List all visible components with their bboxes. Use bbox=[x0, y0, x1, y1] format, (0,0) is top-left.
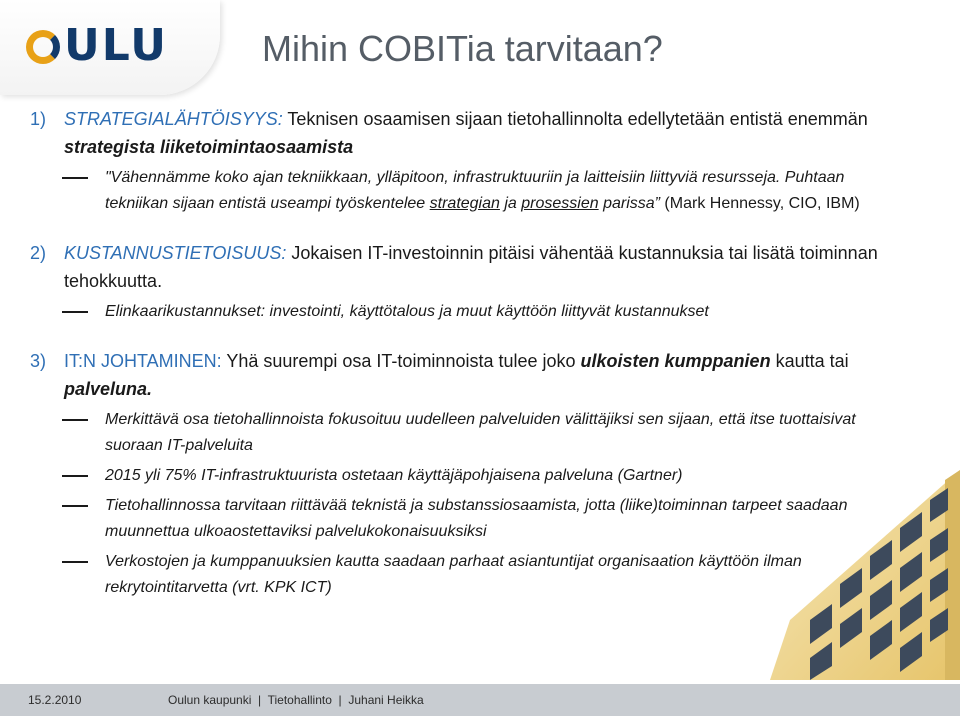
quote-underline-2: prosessien bbox=[521, 195, 599, 212]
section-text: Jokaisen IT-investoinnin pitäisi vähentää kustannuksia tai lisätä toiminnan tehokkuutta. bbox=[64, 243, 878, 291]
sub-bullet bbox=[30, 299, 880, 325]
section-keyword: IT:N JOHTAMINEN: bbox=[64, 351, 222, 371]
section-emphasis: strategista liiketoimintaosaamista bbox=[64, 137, 354, 157]
section-strategy bbox=[30, 105, 880, 217]
section-emphasis-1: ulkoisten kumppanien bbox=[580, 351, 771, 371]
section-text-2: kautta tai bbox=[770, 351, 849, 371]
section-heading bbox=[30, 105, 880, 161]
logo-text: ULU bbox=[64, 20, 168, 71]
quote-part-3: ja bbox=[499, 195, 522, 212]
section-emphasis-2: palveluna. bbox=[64, 379, 153, 399]
quote-underline-1: strategian bbox=[429, 195, 500, 212]
dash-bullet-icon bbox=[62, 311, 88, 313]
section-text: Teknisen osaamisen sijaan tietohallinnolta edellytetään entistä enemmän bbox=[282, 109, 868, 129]
sub-bullet-text: Merkittävä osa tietohallinnoista fokusoituu uudelleen palveluiden välittäjiksi sen sijaan, että itse tuottaisivat suoraan IT-palveluita bbox=[105, 411, 856, 454]
section-text: Yhä suurempi osa IT-toiminnoista tulee joko bbox=[221, 351, 581, 371]
quote-source: (Mark Hennessy, CIO, IBM) bbox=[659, 195, 860, 212]
section-cost bbox=[30, 239, 880, 325]
sub-bullet-text: Tietohallinnossa tarvitaan riittävää teknistä ja substanssiosaamista, jotta (liike)toiminnan tarpeet saadaan muunnettua ulkoaostettaviksi palvelukokonaisuuksiksi bbox=[105, 497, 848, 540]
section-keyword: STRATEGIALÄHTÖISYYS: bbox=[64, 109, 283, 129]
dash-bullet-icon bbox=[62, 505, 88, 507]
section-keyword: KUSTANNUSTIETOISUUS: bbox=[64, 243, 287, 263]
logo-panel bbox=[0, 0, 220, 95]
section-number: 2) bbox=[30, 243, 47, 263]
building-facade-icon bbox=[730, 470, 960, 680]
slide-footer bbox=[0, 684, 960, 716]
oulu-logo bbox=[26, 20, 168, 71]
sub-bullet-text: Elinkaarikustannukset: investointi, käyttötalous ja muut käyttöön liittyvät kustannukset bbox=[105, 303, 709, 320]
sub-bullet-text: 2015 yli 75% IT-infrastruktuurista ostetaan käyttäjäpohjaisena palveluna (Gartner) bbox=[105, 467, 683, 484]
quote-part-1: "Vähennämme koko ajan tekniikkaan, ylläpitoon, infrastruktuuriin ja laitteisiin liittyviä resursseja. bbox=[105, 169, 781, 186]
dash-bullet-icon bbox=[62, 561, 88, 563]
dash-bullet-icon bbox=[62, 475, 88, 477]
building-decoration bbox=[730, 470, 960, 680]
sub-bullet-text: Verkostojen ja kumppanuuksien kautta saadaan parhaat asiantuntijat organisaation käyttöön ilman rekrytointitarvetta (vrt. KPK ICT) bbox=[105, 553, 802, 596]
section-number: 1) bbox=[30, 109, 47, 129]
footer-org: Oulun kaupunki | Tietohallinto | Juhani Heikka bbox=[168, 693, 424, 707]
sub-bullet bbox=[30, 165, 880, 217]
section-number: 3) bbox=[30, 351, 47, 371]
sub-bullet bbox=[30, 407, 880, 459]
section-heading bbox=[30, 347, 880, 403]
quote-part-2: Puhtaan tekniikan sijaan entistä useampi työskentelee bbox=[105, 169, 845, 212]
slide-title: Mihin COBITia tarvitaan? bbox=[262, 28, 663, 69]
dash-bullet-icon bbox=[62, 177, 88, 179]
section-heading bbox=[30, 239, 880, 295]
footer-date: 15.2.2010 bbox=[28, 693, 82, 707]
quote-part-4: parissa” bbox=[598, 195, 660, 212]
logo-o-mark-icon bbox=[26, 30, 60, 64]
dash-bullet-icon bbox=[62, 419, 88, 421]
